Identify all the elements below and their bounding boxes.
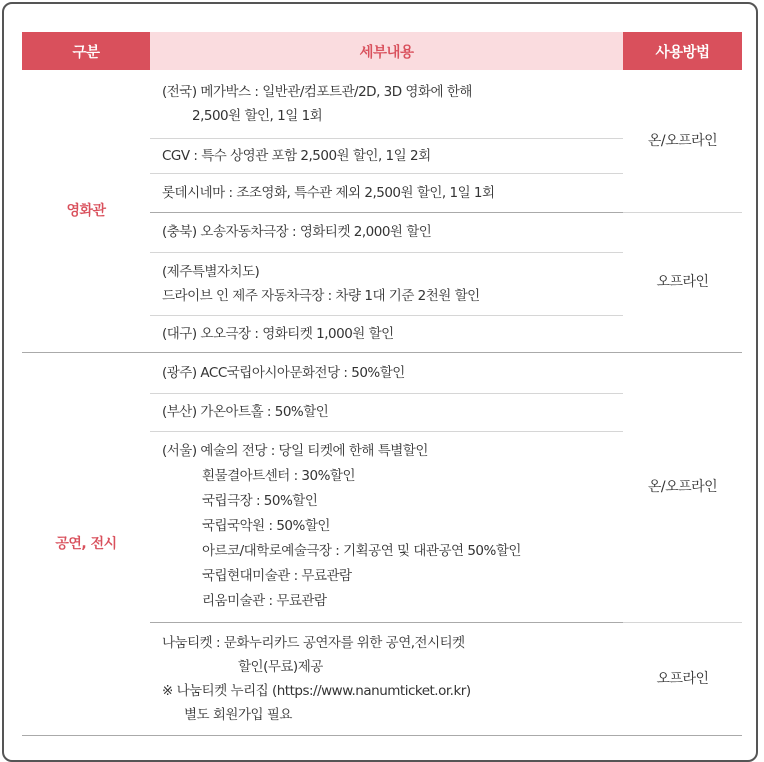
table-row [22, 70, 742, 138]
category-performance: 공연, 전시 [22, 352, 150, 735]
detail-line: 드라이브 인 제주 자동차극장 : 차량 1대 기준 2천원 할인 [162, 287, 480, 304]
detail-line: 국립극장 : 50%할인 [202, 493, 318, 509]
detail-cell: 롯데시네마 : 조조영화, 특수관 제외 2,500원 할인, 1일 1회 [150, 173, 623, 212]
detail-line: 국립현대미술관 : 무료관람 [202, 568, 352, 584]
detail-line: 흰물결아트센터 : 30%할인 [202, 468, 356, 484]
detail-line: 아르코/대학로예술극장 : 기획공연 및 대관공연 50%할인 [202, 543, 521, 559]
detail-cell [150, 252, 623, 315]
method-cell: 오프라인 [623, 622, 742, 735]
detail-line: 리움미술관 : 무료관람 [202, 593, 327, 609]
detail-cell: (대구) 오오극장 : 영화티켓 1,000원 할인 [150, 315, 623, 352]
detail-line: 나눔티켓 : 문화누리카드 공연자를 위한 공연,전시티켓 [162, 634, 465, 651]
detail-cell [150, 622, 623, 735]
detail-line: ※ 나눔티켓 누리집 (https://www.nanumticket.or.kr) [162, 682, 471, 699]
header-details: 세부내용 [150, 32, 623, 70]
detail-cell: CGV : 특수 상영관 포함 2,500원 할인, 1일 2회 [150, 138, 623, 173]
detail-cell [150, 431, 623, 622]
header-category: 구분 [22, 32, 150, 70]
category-cinema: 영화관 [22, 70, 150, 352]
detail-line: (제주특별자치도) [162, 263, 260, 280]
detail-line: 별도 회원가입 필요 [184, 706, 292, 723]
method-cell: 온/오프라인 [623, 70, 742, 212]
detail-cell [150, 70, 623, 138]
detail-cell: (광주) ACC국립아시아문화전당 : 50%할인 [150, 352, 623, 393]
table-row [22, 352, 742, 393]
detail-cell: (부산) 가온아트홀 : 50%할인 [150, 393, 623, 431]
detail-line: 할인(무료)제공 [238, 658, 323, 675]
detail-line: 2,500원 할인, 1일 1회 [192, 107, 323, 124]
benefits-table [22, 32, 742, 736]
detail-line: (전국) 메가박스 : 일반관/컴포트관/2D, 3D 영화에 한해 [162, 83, 472, 100]
detail-cell: (충북) 오송자동차극장 : 영화티켓 2,000원 할인 [150, 212, 623, 252]
detail-line: 국립국악원 : 50%할인 [202, 518, 330, 534]
header-method: 사용방법 [623, 32, 742, 70]
table-header [22, 32, 742, 70]
method-cell: 온/오프라인 [623, 352, 742, 622]
method-cell: 오프라인 [623, 212, 742, 352]
detail-line: (서울) 예술의 전당 : 당일 티켓에 한해 특별할인 [162, 443, 428, 459]
